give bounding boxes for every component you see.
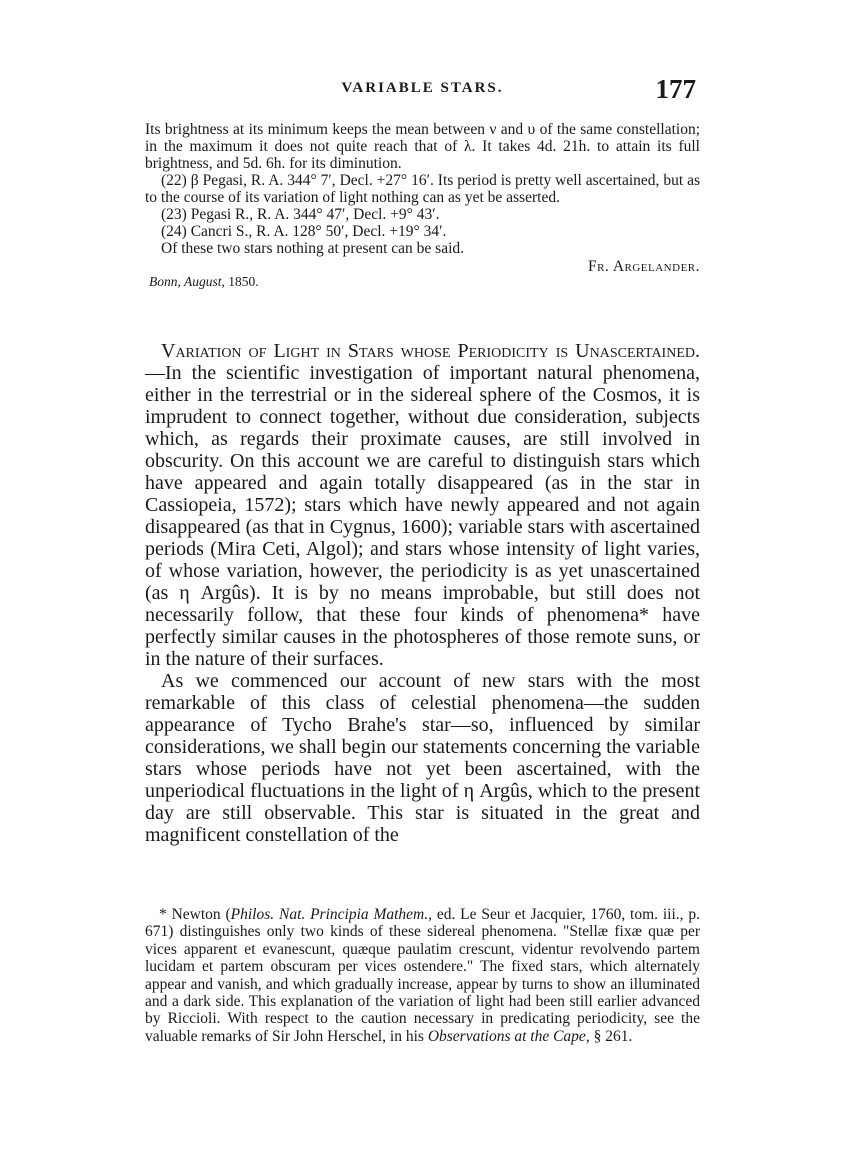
- dateline-place: Bonn, August,: [149, 274, 225, 289]
- running-title: VARIABLE STARS.: [341, 80, 504, 96]
- dateline: [145, 273, 700, 290]
- paragraph: (22) β Pegasi, R. A. 344° 7′, Decl. +27° 16′. Its period is pretty well ascertained, but as to the course of its variation of light nothing can as yet be asserted.: [145, 172, 700, 206]
- section-heading: Variation of Light in Stars whose Periodicity is Unascertained.: [161, 340, 700, 362]
- footnote-citation: Observations at the Cape: [427, 1027, 586, 1045]
- paragraph: Of these two stars nothing at present can be said.: [161, 240, 465, 257]
- footnote-part: * Newton (: [159, 906, 231, 923]
- paragraph: (24) Cancri S., R. A. 128° 50′, Decl. +19° 34′.: [161, 223, 447, 240]
- footnote-part: , § 261.: [585, 1027, 633, 1045]
- main-body-text: [145, 340, 700, 846]
- footnote-citation: Philos. Nat. Principia Mathem.: [230, 906, 429, 923]
- paragraph: [145, 340, 700, 670]
- page-header: [145, 74, 700, 106]
- footnote: [145, 906, 700, 1045]
- paragraph-body: —In the scientific investigation of important natural phenomena, either in the terrestrial or in the sidereal sphere of the Cosmos, it is imprudent to connect together, without due consideration, subjects which, as regards their proximate causes, are still involved in obscurity. On this account we are careful to distinguish stars which have appeared and again totally disappeared (as in the star in Cassiopeia, 1572); stars which have newly appeared and not again disappeared (as that in Cygnus, 1600); variable stars with ascertained periods (Mira Ceti, Algol); and stars whose intensity of light varies, of whose variation, however, the periodicity is as yet unascertained (as η Argûs). It is by no means improbable, but still does not necessarily follow, that these four kinds of phenomena* have perfectly similar causes in the photospheres of those remote suns, or in the nature of their surfaces.: [145, 362, 700, 670]
- footnote-part: , ed. Le Seur et Jacquier, 1760, tom. iii., p. 671) distinguishes only two kinds of these sidereal phenomena. "Stellæ fixæ quæ per vices apparent et evanescunt, quæque paulatim crescunt, videntur revolvendo partem lucidam et partem obscuram per vices ostendere." The fixed stars, which alternately appear and vanish, and which gradually increase, appear by turns to show an illuminated and a dark side. This explanation of the variation of light had been still earlier advanced by Riccioli. With respect to the caution necessary in predicating periodicity, see the valuable remarks of Sir John Herschel, in his: [145, 906, 700, 1045]
- dateline-year: 1850.: [228, 274, 259, 289]
- paragraph: Its brightness at its minimum keeps the mean between ν and υ of the same constellation; in the maximum it does not quite reach that of λ. It takes 4d. 21h. to attain its full brightness, and 5d. 6h. for its diminution.: [145, 121, 700, 172]
- author-signature: Fr. Argelander.: [587, 258, 700, 275]
- page-number: 177: [655, 74, 696, 104]
- argelander-star-notes: [145, 121, 700, 290]
- paragraph: As we commenced our account of new stars with the most remarkable of this class of celestial phenomena—the sudden appearance of Tycho Brahe's star—so, influenced by similar considerations, we shall begin our statements concerning the variable stars whose periods have not yet been ascertained, with the unperiodical fluctuations in the light of η Argûs, which to the present day are still observable. This star is situated in the great and magnificent constellation of the: [145, 670, 700, 846]
- footnote-text: [145, 906, 700, 1045]
- paragraph: (23) Pegasi R., R. A. 344° 47′, Decl. +9° 43′.: [161, 206, 440, 223]
